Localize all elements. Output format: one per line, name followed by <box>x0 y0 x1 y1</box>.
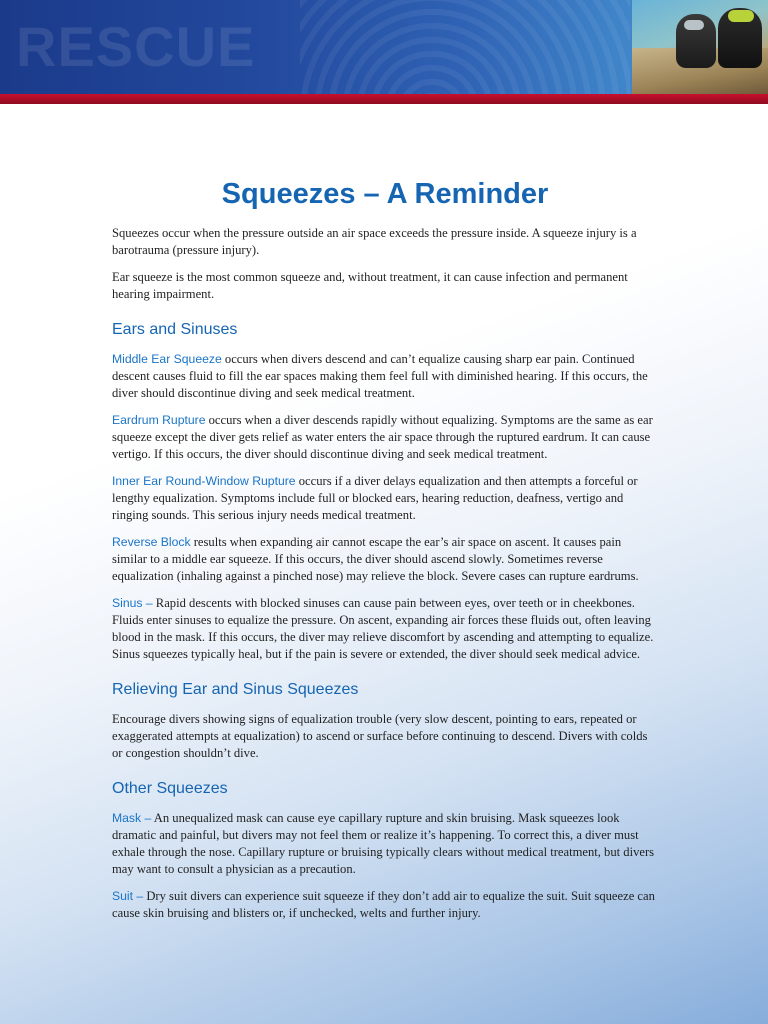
section-paragraph <box>112 888 658 922</box>
section-paragraph <box>112 534 658 585</box>
paragraph-text: Encourage divers showing signs of equalization trouble (very slow descent, pointing to ears, repeated or exaggerated attempts at equalization) to ascend or surface before continuing to descend. Divers with colds or congestion shouldn’t dive. <box>112 712 648 760</box>
term-label: Inner Ear Round-Window Rupture <box>112 474 296 488</box>
paragraph-text: occurs if a diver delays equalization and then attempts a forceful or lengthy equalization. Symptoms include full or blocked ears, hearing reduction, deafness, vertigo and ringing sounds. This serious injury needs medical treatment. <box>112 474 638 522</box>
photo-tank <box>728 10 754 22</box>
intro-paragraph: Squeezes occur when the pressure outside an air space exceeds the pressure inside. A squeeze injury is a barotrauma (pressure injury). <box>112 226 637 257</box>
photo-mask <box>684 20 704 30</box>
paragraph-text: results when expanding air cannot escape the ear’s air space on ascent. It causes pain similar to a middle ear squeeze. If this occurs, the diver should ascend slowly. Sometimes reverse equalization (inhaling against a pinched nose) may relieve the block. Severe cases can rupture eardrums. <box>112 535 639 583</box>
term-label: Reverse Block <box>112 535 191 549</box>
term-label: Eardrum Rupture <box>112 413 206 427</box>
section-heading: Ears and Sinuses <box>112 321 238 338</box>
section-heading: Relieving Ear and Sinus Squeezes <box>112 681 359 698</box>
section-paragraph <box>112 351 658 402</box>
paragraph-text: Rapid descents with blocked sinuses can cause pain between eyes, over teeth or in cheekbones. Fluids enter sinuses to equalize the pressure. On ascent, expanding air forces these fluids out, often leaving blood in the mask. If this occurs, the diver may relieve discomfort by ascending and attempting to equalize. Sinus squeezes typically heal, but if the pain is severe or extended, the diver should seek medical advice. <box>112 596 654 661</box>
section-paragraph <box>112 595 658 663</box>
banner-pattern <box>300 0 630 94</box>
paragraph-text: Dry suit divers can experience suit squeeze if they don’t add air to equalize the suit. Suit squeeze can cause skin bruising and blisters or, if unchecked, welts and further injury. <box>112 889 655 920</box>
page-title: Squeezes – A Reminder <box>221 178 549 210</box>
intro-paragraph: Ear squeeze is the most common squeeze and, without treatment, it can cause infection and permanent hearing impairment. <box>112 270 628 301</box>
term-label: Mask – <box>112 811 152 825</box>
paragraph-text: occurs when a diver descends rapidly without equalizing. Symptoms are the same as ear squeeze except the diver gets relief as water enters the air space through the ruptured eardrum. It can cause vertigo. If this occurs, the diver should discontinue diving and seek medical treatment. <box>112 413 653 461</box>
section-paragraph <box>112 810 658 878</box>
divers-photo <box>632 0 768 94</box>
paragraph-text: An unequalized mask can cause eye capillary rupture and skin bruising. Mask squeezes look dramatic and painful, but divers may not feel them or realize it’s happening. To correct this, a diver must exhale through the nose. Capillary rupture or bruising typically clears without medical treatment, but divers may want to consult a physician as a precaution. <box>112 811 655 876</box>
section-paragraph <box>112 473 658 524</box>
section-paragraph <box>112 711 658 762</box>
section-paragraph <box>112 412 658 463</box>
section-heading: Other Squeezes <box>112 780 228 797</box>
term-label: Middle Ear Squeeze <box>112 352 222 366</box>
term-label: Sinus – <box>112 596 153 610</box>
paragraph-text: occurs when divers descend and can’t equalize causing sharp ear pain. Continued descent causes fluid to fill the ear spaces making them feel full with diminished hearing. If this occurs, the diver should discontinue diving and seek medical treatment. <box>112 352 648 400</box>
term-label: Suit – <box>112 889 144 903</box>
header-banner <box>0 0 768 104</box>
document-body <box>112 178 658 932</box>
banner-watermark-word: RESCUE <box>16 15 256 78</box>
